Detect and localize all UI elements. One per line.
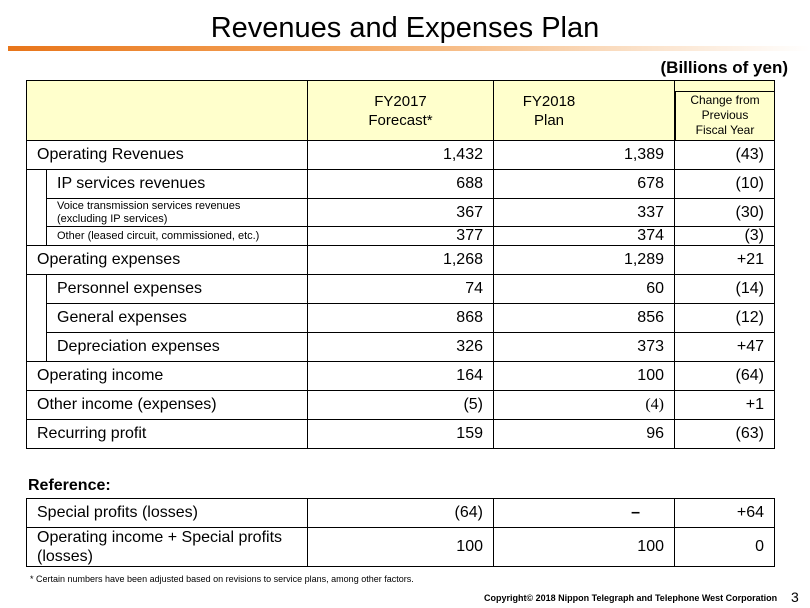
fy2018-value: (4)	[494, 391, 675, 420]
fy2017-value: 159	[308, 420, 494, 449]
table-row	[27, 420, 775, 449]
reference-label: Reference:	[28, 477, 111, 494]
title-underline	[8, 46, 810, 51]
change-value: +1	[675, 391, 775, 420]
table-row	[27, 499, 775, 528]
footnote: * Certain numbers have been adjusted based on revisions to service plans, among other factors.	[30, 574, 414, 584]
row-label: Operating income + Special profits (losses)	[27, 528, 308, 567]
fy2017-value: 1,268	[308, 246, 494, 275]
row-label: Operating expenses	[27, 246, 308, 275]
table-row	[27, 304, 775, 333]
change-value: (64)	[675, 362, 775, 391]
change-value: (10)	[675, 170, 775, 199]
table-row	[27, 391, 775, 420]
change-value: (3)	[675, 227, 775, 246]
fy2017-value: 74	[308, 275, 494, 304]
indent-cell	[27, 333, 47, 362]
row-label: IP services revenues	[47, 170, 308, 199]
revenues-expenses-table	[26, 80, 775, 449]
change-value: +64	[675, 499, 775, 528]
fy2018-value: 678	[494, 170, 675, 199]
row-label: General expenses	[47, 304, 308, 333]
change-value: (12)	[675, 304, 775, 333]
table-row	[27, 333, 775, 362]
page-title: Revenues and Expenses Plan	[210, 12, 600, 44]
row-label: Personnel expenses	[47, 275, 308, 304]
fy2018-value: –	[494, 499, 675, 528]
fy2017-value: 367	[308, 199, 494, 227]
change-value: 0	[675, 528, 775, 567]
change-value: (30)	[675, 199, 775, 227]
table-row	[27, 246, 775, 275]
header-fy2017: FY2017 Forecast*	[308, 81, 494, 141]
fy2017-value: 1,432	[308, 141, 494, 170]
fy2018-value: 100	[494, 528, 675, 567]
fy2018-value: 856	[494, 304, 675, 333]
table-row	[27, 227, 775, 246]
row-label: Operating Revenues	[27, 141, 308, 170]
fy2017-value: 377	[308, 227, 494, 246]
row-label: Other (leased circuit, commissioned, etc.)	[47, 227, 308, 246]
indent-cell	[27, 227, 47, 246]
change-value: (63)	[675, 420, 775, 449]
row-label: Depreciation expenses	[47, 333, 308, 362]
row-label: Other income (expenses)	[27, 391, 308, 420]
row-label: Operating income	[27, 362, 308, 391]
table-row	[27, 141, 775, 170]
fy2018-value: 1,289	[494, 246, 675, 275]
table-row	[27, 362, 775, 391]
fy2018-value: 373	[494, 333, 675, 362]
fy2017-value: (64)	[308, 499, 494, 528]
fy2018-value: 96	[494, 420, 675, 449]
fy2018-value: 374	[494, 227, 675, 246]
table-row	[27, 528, 775, 567]
header-blank-cell	[27, 81, 308, 141]
change-value: +47	[675, 333, 775, 362]
units-label: (Billions of yen)	[660, 58, 788, 77]
indent-cell	[27, 170, 47, 199]
table-row	[27, 275, 775, 304]
header-change: Change from Previous Fiscal Year	[675, 81, 775, 141]
change-value: +21	[675, 246, 775, 275]
fy2018-value: 60	[494, 275, 675, 304]
fy2018-value: 100	[494, 362, 675, 391]
table-header-row	[27, 81, 775, 141]
row-label: Voice transmission services revenues (excluding IP services)	[47, 199, 308, 227]
fy2018-value: 1,389	[494, 141, 675, 170]
change-value: (43)	[675, 141, 775, 170]
fy2017-value: 688	[308, 170, 494, 199]
table-row	[27, 199, 775, 227]
indent-cell	[27, 275, 47, 304]
row-label: Recurring profit	[27, 420, 308, 449]
fy2017-value: 100	[308, 528, 494, 567]
fy2017-value: (5)	[308, 391, 494, 420]
row-label: Special profits (losses)	[27, 499, 308, 528]
fy2017-value: 164	[308, 362, 494, 391]
fy2017-value: 326	[308, 333, 494, 362]
page-number: 3	[791, 589, 799, 605]
reference-table	[26, 498, 775, 567]
header-fy2018: FY2018 Plan	[494, 81, 675, 141]
indent-cell	[27, 199, 47, 227]
fy2018-value: 337	[494, 199, 675, 227]
copyright: Copyright© 2018 Nippon Telegraph and Telephone West Corporation	[484, 593, 778, 603]
table-row	[27, 170, 775, 199]
indent-cell	[27, 304, 47, 333]
change-value: (14)	[675, 275, 775, 304]
fy2017-value: 868	[308, 304, 494, 333]
